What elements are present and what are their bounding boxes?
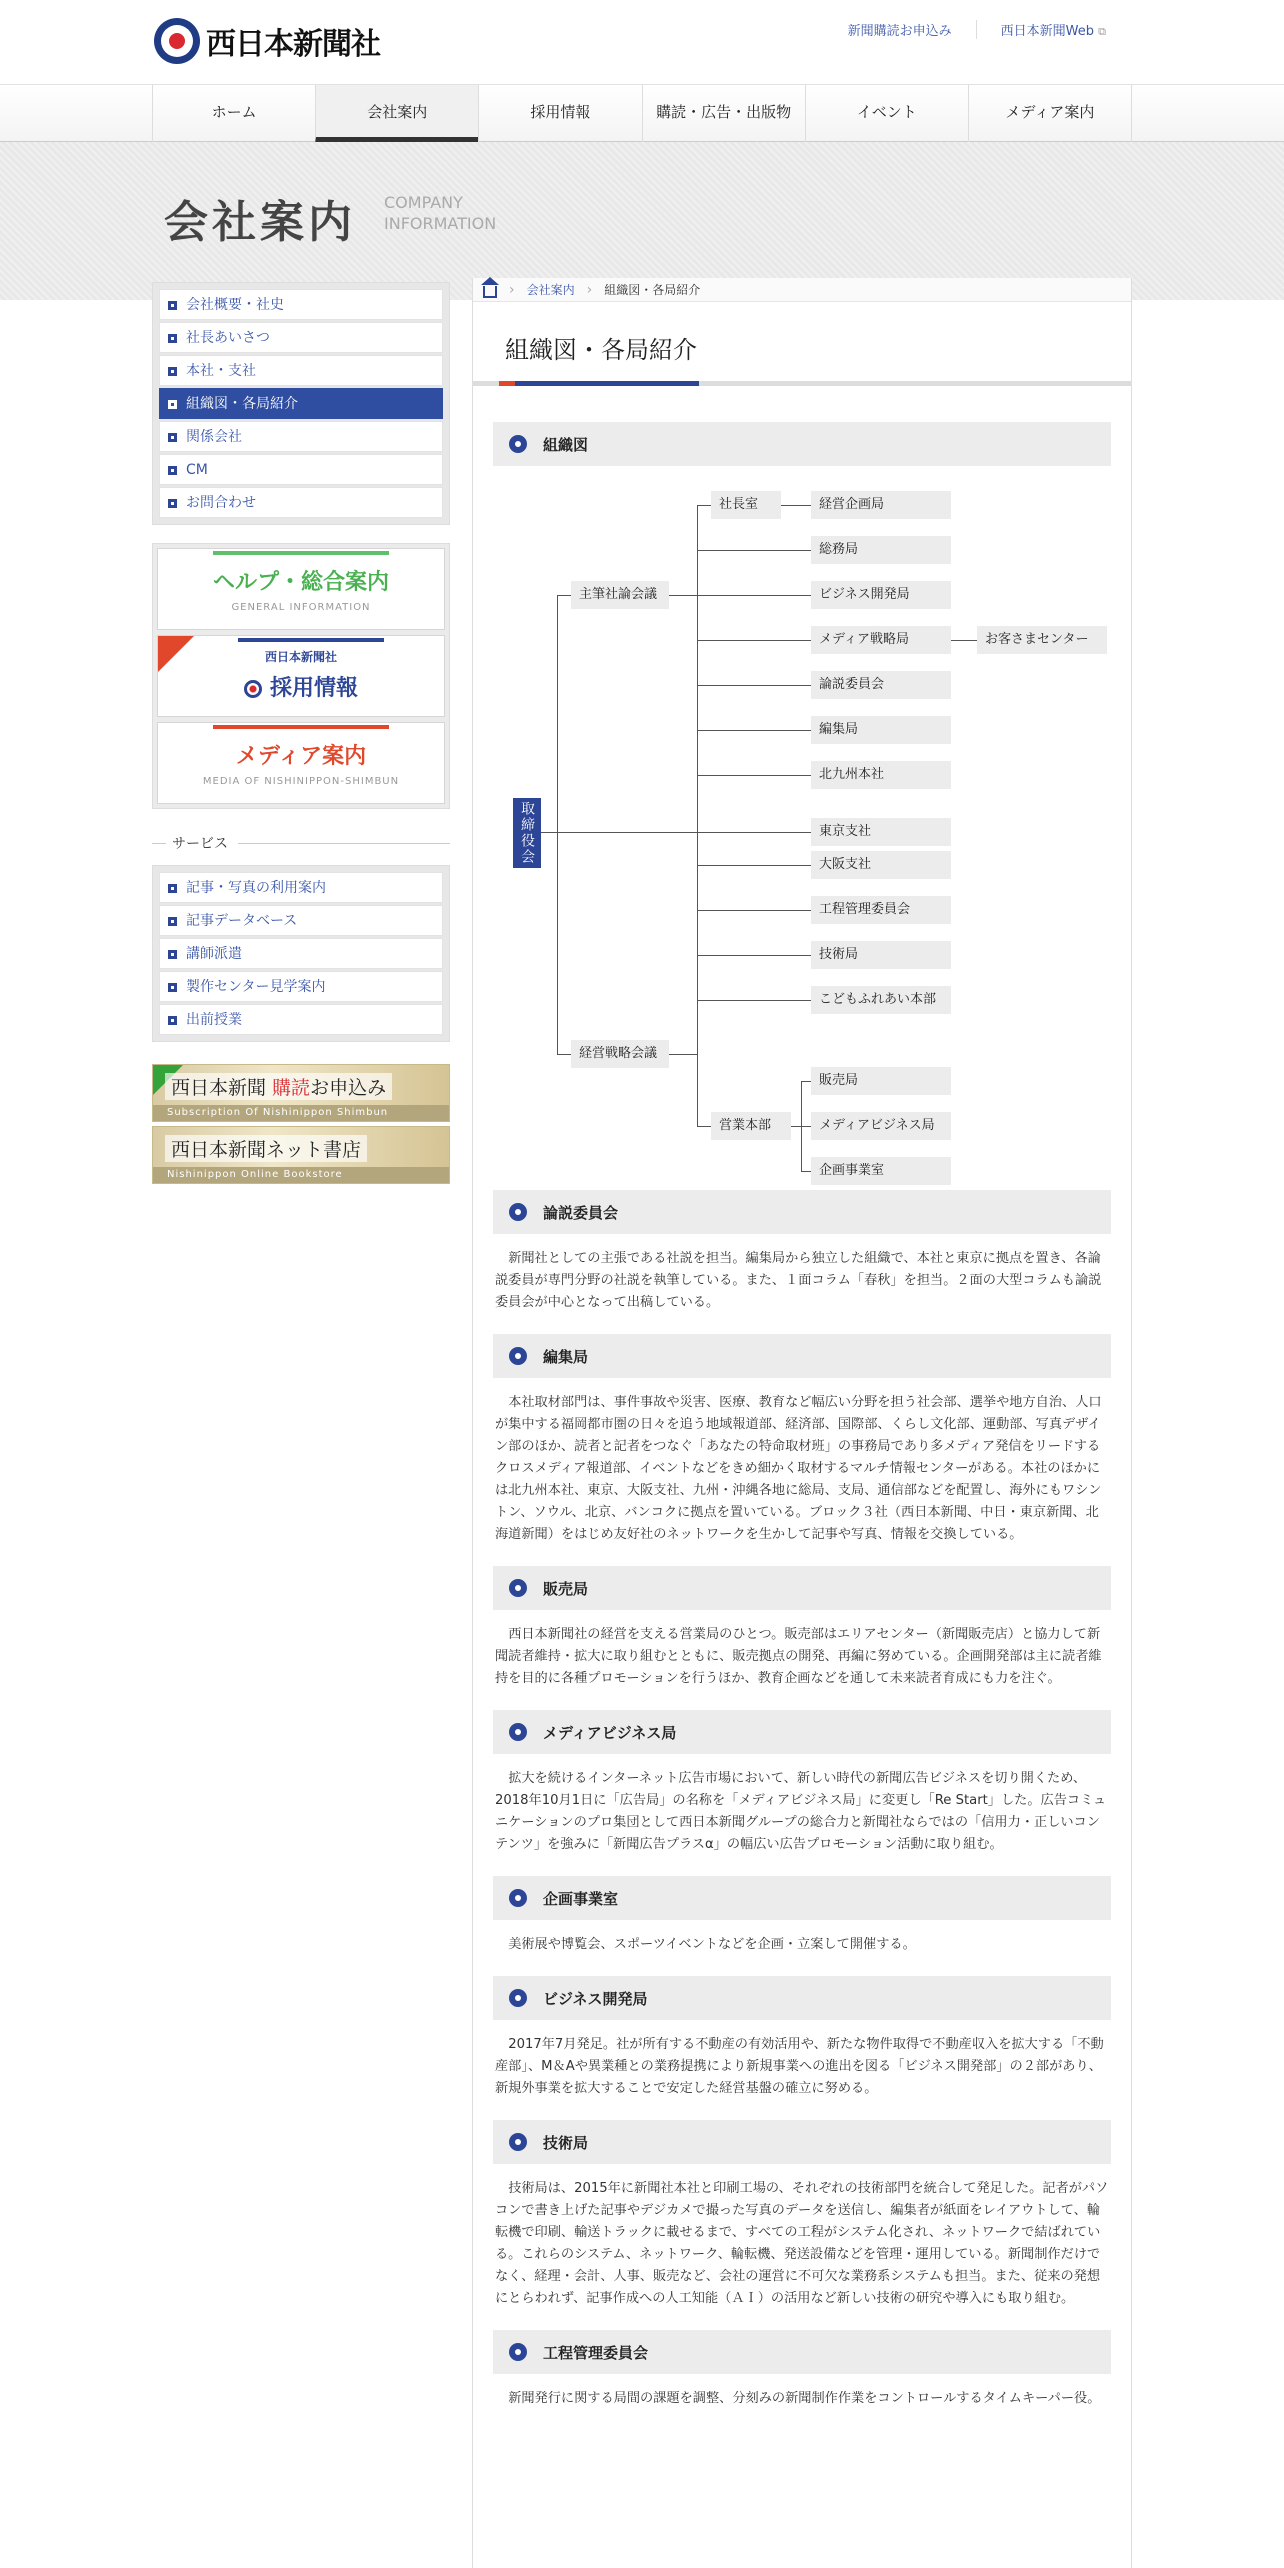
subscription-banner-highlight: 購読 bbox=[272, 1077, 311, 1099]
services-menu bbox=[152, 865, 450, 1042]
site-logo[interactable] bbox=[154, 18, 380, 64]
nishinippon-web-link[interactable] bbox=[976, 20, 1130, 39]
org-dept-editorial-board: 論説委員会 bbox=[811, 671, 951, 699]
service-item-article-database[interactable]: 記事データベース bbox=[159, 905, 443, 936]
section-heading-label: 論説委員会 bbox=[543, 1203, 619, 1222]
sidebar bbox=[152, 282, 450, 1184]
sidebar-item-cm[interactable]: CM bbox=[159, 454, 443, 485]
subscribe-link[interactable]: 新聞購読お申込み bbox=[847, 24, 952, 39]
recruit-banner-company: 西日本新聞社 bbox=[264, 650, 337, 664]
main-content bbox=[472, 278, 1132, 2568]
org-connector bbox=[669, 1054, 697, 1055]
section-heading bbox=[493, 1710, 1111, 1754]
service-item-school-class[interactable]: 出前授業 bbox=[159, 1004, 443, 1035]
logo-mark-small-icon bbox=[244, 680, 262, 698]
section-heading-label: 企画事業室 bbox=[543, 1889, 619, 1908]
recruit-banner[interactable] bbox=[157, 635, 445, 717]
org-connector bbox=[697, 1000, 811, 1001]
nav-subscription-ads[interactable]: 購読・広告・出版物 bbox=[642, 85, 805, 143]
section-body: 2017年7月発足。社が所有する不動産の有効活用や、新たな物件取得で不動産収入を拡大する「不動産部」、M＆Aや異業種との業務提携により新規事業への進出を図る「ビジネス開発部」の２部があり、新規外事業を拡大することで安定した経営基盤の確立に努める。 bbox=[495, 2037, 1104, 2096]
breadcrumb bbox=[473, 278, 1131, 302]
home-icon[interactable] bbox=[483, 286, 497, 298]
org-sales-unit-sales: 販売局 bbox=[811, 1067, 951, 1095]
subscription-banner-text-2: お申込み bbox=[310, 1077, 387, 1099]
media-banner-title: メディア案内 bbox=[235, 744, 367, 769]
org-connector bbox=[697, 505, 698, 1126]
online-bookstore-banner-label: 西日本新聞ネット書店 bbox=[165, 1135, 367, 1162]
online-bookstore-banner[interactable] bbox=[152, 1126, 450, 1184]
org-dept-general-affairs: 総務局 bbox=[811, 536, 951, 564]
org-dept-media-strategy: メディア戦略局 bbox=[811, 626, 951, 654]
nav-media[interactable]: メディア案内 bbox=[968, 85, 1132, 143]
services-heading bbox=[152, 833, 450, 853]
subscription-banner-label bbox=[165, 1073, 392, 1100]
section-business-dev bbox=[493, 1976, 1111, 2100]
section-editorial-board bbox=[493, 1190, 1111, 1314]
sidebar-item-organization[interactable]: 組織図・各局紹介 bbox=[159, 388, 443, 419]
logo-text: 西日本新聞社 bbox=[206, 27, 380, 62]
sidebar-item-affiliates[interactable]: 関係会社 bbox=[159, 421, 443, 452]
section-sales bbox=[493, 1566, 1111, 1690]
subscription-banner-en: Subscription Of Nishinippon Shimbun bbox=[153, 1105, 449, 1121]
heading-bullet-icon bbox=[509, 2133, 527, 2151]
org-dept-kids: こどもふれあい本部 bbox=[811, 986, 951, 1014]
help-banner-subtitle: GENERAL INFORMATION bbox=[231, 602, 371, 613]
media-banner[interactable] bbox=[157, 722, 445, 804]
heading-bullet-icon bbox=[509, 2343, 527, 2361]
service-item-lecturer[interactable]: 講師派遣 bbox=[159, 938, 443, 969]
org-dept-planning: 経営企画局 bbox=[811, 491, 951, 519]
section-body: 拡大を続けるインターネット広告市場において、新しい時代の新聞広告ビジネスを切り開くため、2018年10月1日に「広告局」の名称を「メディアビジネス局」に変更し「Re Start」した。広告コミュニケーションのプロ集団として西日本新聞グループの総合力と新聞社ならではの「信用力・正しいコンテンツ」を強みに「新聞広告プラスα」の幅広い広告プロモーション活動に取り組む。 bbox=[495, 1771, 1107, 1852]
heading-bullet-icon bbox=[509, 1203, 527, 1221]
section-heading bbox=[493, 1976, 1111, 2020]
org-board: 取締役会 bbox=[513, 798, 541, 868]
org-dept-technology: 技術局 bbox=[811, 941, 951, 969]
online-bookstore-banner-en: Nishinippon Online Bookstore bbox=[153, 1167, 449, 1183]
sidebar-item-offices[interactable]: 本社・支社 bbox=[159, 355, 443, 386]
org-dept-osaka: 大阪支社 bbox=[811, 851, 951, 879]
section-body: 西日本新聞社の経営を支える営業局のひとつ。販売部はエリアセンター（新聞販売店）と協力して新聞読者維持・拡大に取り組むとともに、販売拠点の開発、再編に努めている。企画開発部は主に読者維持を目的に各種プロモーションを行うほか、教育企画などを通して未来読者育成にも力を注ぐ。 bbox=[495, 1627, 1102, 1686]
org-connector bbox=[697, 550, 811, 551]
section-heading-label: 技術局 bbox=[543, 2133, 589, 2152]
sidebar-item-contact[interactable]: お問合わせ bbox=[159, 487, 443, 518]
services-heading-rule-right bbox=[238, 843, 450, 844]
section-heading-label: 工程管理委員会 bbox=[543, 2343, 649, 2362]
hero-title: 会社案内 bbox=[164, 197, 356, 248]
org-connector bbox=[697, 865, 811, 866]
section-heading-label: メディアビジネス局 bbox=[543, 1723, 677, 1742]
help-banner-bar bbox=[213, 551, 389, 555]
nav-events[interactable]: イベント bbox=[805, 85, 968, 143]
org-dept-kitakyushu: 北九州本社 bbox=[811, 761, 951, 789]
services-heading-rule-left bbox=[152, 843, 166, 844]
sidebar-menu bbox=[152, 282, 450, 525]
breadcrumb-separator-icon: › bbox=[509, 281, 515, 298]
org-customer-center: お客さまセンター bbox=[977, 626, 1107, 654]
media-banner-bar bbox=[213, 725, 389, 729]
section-heading bbox=[493, 1334, 1111, 1378]
org-connector bbox=[697, 595, 811, 596]
recruit-banner-label: 採用情報 bbox=[269, 676, 358, 701]
section-heading bbox=[493, 1876, 1111, 1920]
breadcrumb-company[interactable]: 会社案内 bbox=[526, 283, 575, 297]
org-chart-heading bbox=[493, 422, 1111, 466]
services-heading-label: サービス bbox=[172, 836, 228, 852]
external-link-icon: ⧉ bbox=[1098, 25, 1106, 38]
page-title: 組織図・各局紹介 bbox=[473, 302, 1131, 386]
org-dept-process-mgmt: 工程管理委員会 bbox=[811, 896, 951, 924]
section-body: 新聞発行に関する局間の課題を調整、分刻みの新聞制作作業をコントロールするタイムキーパー役。 bbox=[508, 2391, 1101, 2406]
org-connector bbox=[781, 505, 811, 506]
section-heading bbox=[493, 1566, 1111, 1610]
org-council-strategy: 経営戦略会議 bbox=[571, 1040, 669, 1068]
org-connector bbox=[697, 685, 811, 686]
org-connector bbox=[697, 505, 711, 506]
section-body: 美術展や博覧会、スポーツイベントなどを企画・立案して開催する。 bbox=[508, 1937, 916, 1952]
heading-bullet-icon bbox=[509, 1579, 527, 1597]
org-council-editorial: 主筆社論会議 bbox=[571, 581, 669, 609]
org-sales-unit-media-business: メディアビジネス局 bbox=[811, 1112, 951, 1140]
breadcrumb-current: 組織図・各局紹介 bbox=[604, 283, 701, 297]
hero-subtitle-line1: COMPANY bbox=[384, 193, 463, 212]
heading-bullet-icon bbox=[509, 435, 527, 453]
org-connector bbox=[697, 775, 811, 776]
heading-bullet-icon bbox=[509, 1723, 527, 1741]
org-chart-heading-label: 組織図 bbox=[543, 435, 589, 454]
section-technology bbox=[493, 2120, 1111, 2310]
heading-bullet-icon bbox=[509, 1889, 527, 1907]
service-item-plant-tour[interactable]: 製作センター見学案内 bbox=[159, 971, 443, 1002]
section-editorial bbox=[493, 1334, 1111, 1546]
section-heading-label: 販売局 bbox=[543, 1579, 589, 1598]
subscription-banner[interactable] bbox=[152, 1064, 450, 1122]
org-chart bbox=[493, 480, 1111, 1178]
nishinippon-web-label: 西日本新聞Web bbox=[1000, 24, 1094, 39]
section-body: 本社取材部門は、事件事故や災害、医療、教育など幅広い分野を担う社会部、選挙や地方自治、人口が集中する福岡都市圏の日々を追う地域報道部、経済部、国際部、くらし文化部、運動部、写真デザイン部のほか、読者と記者をつなぐ「あなたの特命取材班」の事務局であり多メディア発信をリードするクロスメディア報道部、イベントなどをきめ細かく取材するマルチ情報センターがある。本社のほかには北九州本社、東京、大阪支社、九州・沖縄各地に総局、支局、通信部などを配置し、海外にもワシントン、ソウル、北京、バンコクに拠点を置いている。ブロック３社（西日本新聞、中日・東京新聞、北海道新聞）をはじめ友好社のネットワークを生かして記事や写真、情報を交換している。 bbox=[495, 1395, 1102, 1542]
section-body: 新聞社としての主張である社説を担当。編集局から独立した組織で、本社と東京に拠点を置き、各論説委員が専門分野の社説を執筆している。また、１面コラム「春秋」を担当。２面の大型コラムも論説委員会が中心となって出稿している。 bbox=[495, 1251, 1102, 1310]
help-banner-title: ヘルプ・総合案内 bbox=[212, 570, 389, 595]
org-connector bbox=[557, 595, 571, 596]
org-connector bbox=[541, 832, 811, 833]
service-item-article-photo-use[interactable]: 記事・写真の利用案内 bbox=[159, 872, 443, 903]
org-connector bbox=[791, 1126, 801, 1127]
section-process-mgmt bbox=[493, 2330, 1111, 2410]
org-dept-editorial: 編集局 bbox=[811, 716, 951, 744]
org-connector bbox=[697, 910, 811, 911]
global-nav bbox=[0, 84, 1284, 142]
sidebar-item-overview[interactable]: 会社概要・社史 bbox=[159, 289, 443, 320]
org-connector bbox=[697, 640, 811, 641]
recruit-banner-corner bbox=[158, 636, 194, 672]
org-dept-business-dev: ビジネス開発局 bbox=[811, 581, 951, 609]
section-heading bbox=[493, 2120, 1111, 2164]
nav-company[interactable]: 会社案内 bbox=[315, 85, 478, 143]
section-heading bbox=[493, 2330, 1111, 2374]
org-sales-unit-events: 企画事業室 bbox=[811, 1157, 951, 1185]
help-banner[interactable] bbox=[157, 548, 445, 630]
org-connector bbox=[801, 1171, 811, 1172]
org-connector bbox=[669, 595, 697, 596]
heading-bullet-icon bbox=[509, 1347, 527, 1365]
org-president-office: 社長室 bbox=[711, 491, 781, 519]
sidebar-banners bbox=[152, 543, 450, 809]
org-connector bbox=[801, 1081, 811, 1082]
heading-bullet-icon bbox=[509, 1989, 527, 2007]
recruit-banner-title bbox=[158, 671, 444, 702]
subscription-banner-text-1: 西日本新聞 bbox=[171, 1077, 273, 1099]
section-heading-label: 編集局 bbox=[543, 1347, 589, 1366]
org-connector bbox=[697, 955, 811, 956]
org-connector bbox=[557, 1054, 571, 1055]
sidebar-item-greeting[interactable]: 社長あいさつ bbox=[159, 322, 443, 353]
org-sales-hq: 営業本部 bbox=[711, 1112, 791, 1140]
org-connector bbox=[697, 1126, 711, 1127]
org-dept-tokyo: 東京支社 bbox=[811, 818, 951, 846]
org-connector bbox=[951, 640, 977, 641]
header-links bbox=[824, 20, 1130, 39]
section-body: 技術局は、2015年に新聞社本社と印刷工場の、それぞれの技術部門を統合して発足した。記者がパソコンで書き上げた記事やデジカメで撮った写真のデータを送信し、編集者が紙面をレイアウトして、輪転機で印刷、輸送トラックに載せるまで、すべての工程がシステム化され、ネットワークで結ばれている。これらのシステム、ネットワーク、輪転機、発送設備などを管理・運用している。新聞制作だけでなく、経理・会計、人事、販売など、会社の運営に不可欠な業務系システムも担当。また、従来の発想にとらわれず、記事作成への人工知能（ＡＩ）の活用など新しい技術の研究や導入にも取り組む。 bbox=[495, 2181, 1109, 2306]
recruit-banner-bar bbox=[238, 638, 384, 642]
org-connector bbox=[801, 1126, 811, 1127]
section-events bbox=[493, 1876, 1111, 1956]
logo-mark-icon bbox=[154, 18, 200, 64]
nav-home[interactable]: ホーム bbox=[152, 85, 315, 143]
org-connector bbox=[697, 730, 811, 731]
section-media-business bbox=[493, 1710, 1111, 1856]
org-connector bbox=[557, 595, 558, 1054]
media-banner-subtitle: MEDIA OF NISHINIPPON-SHIMBUN bbox=[202, 776, 400, 787]
section-heading-label: ビジネス開発局 bbox=[543, 1989, 648, 2008]
site-header bbox=[0, 0, 1284, 84]
hero-subtitle bbox=[384, 192, 496, 234]
breadcrumb-separator-icon: › bbox=[586, 281, 593, 298]
page-hero bbox=[0, 142, 1284, 300]
hero-subtitle-line2: INFORMATION bbox=[384, 214, 497, 233]
section-heading bbox=[493, 1190, 1111, 1234]
nav-recruit[interactable]: 採用情報 bbox=[478, 85, 641, 143]
